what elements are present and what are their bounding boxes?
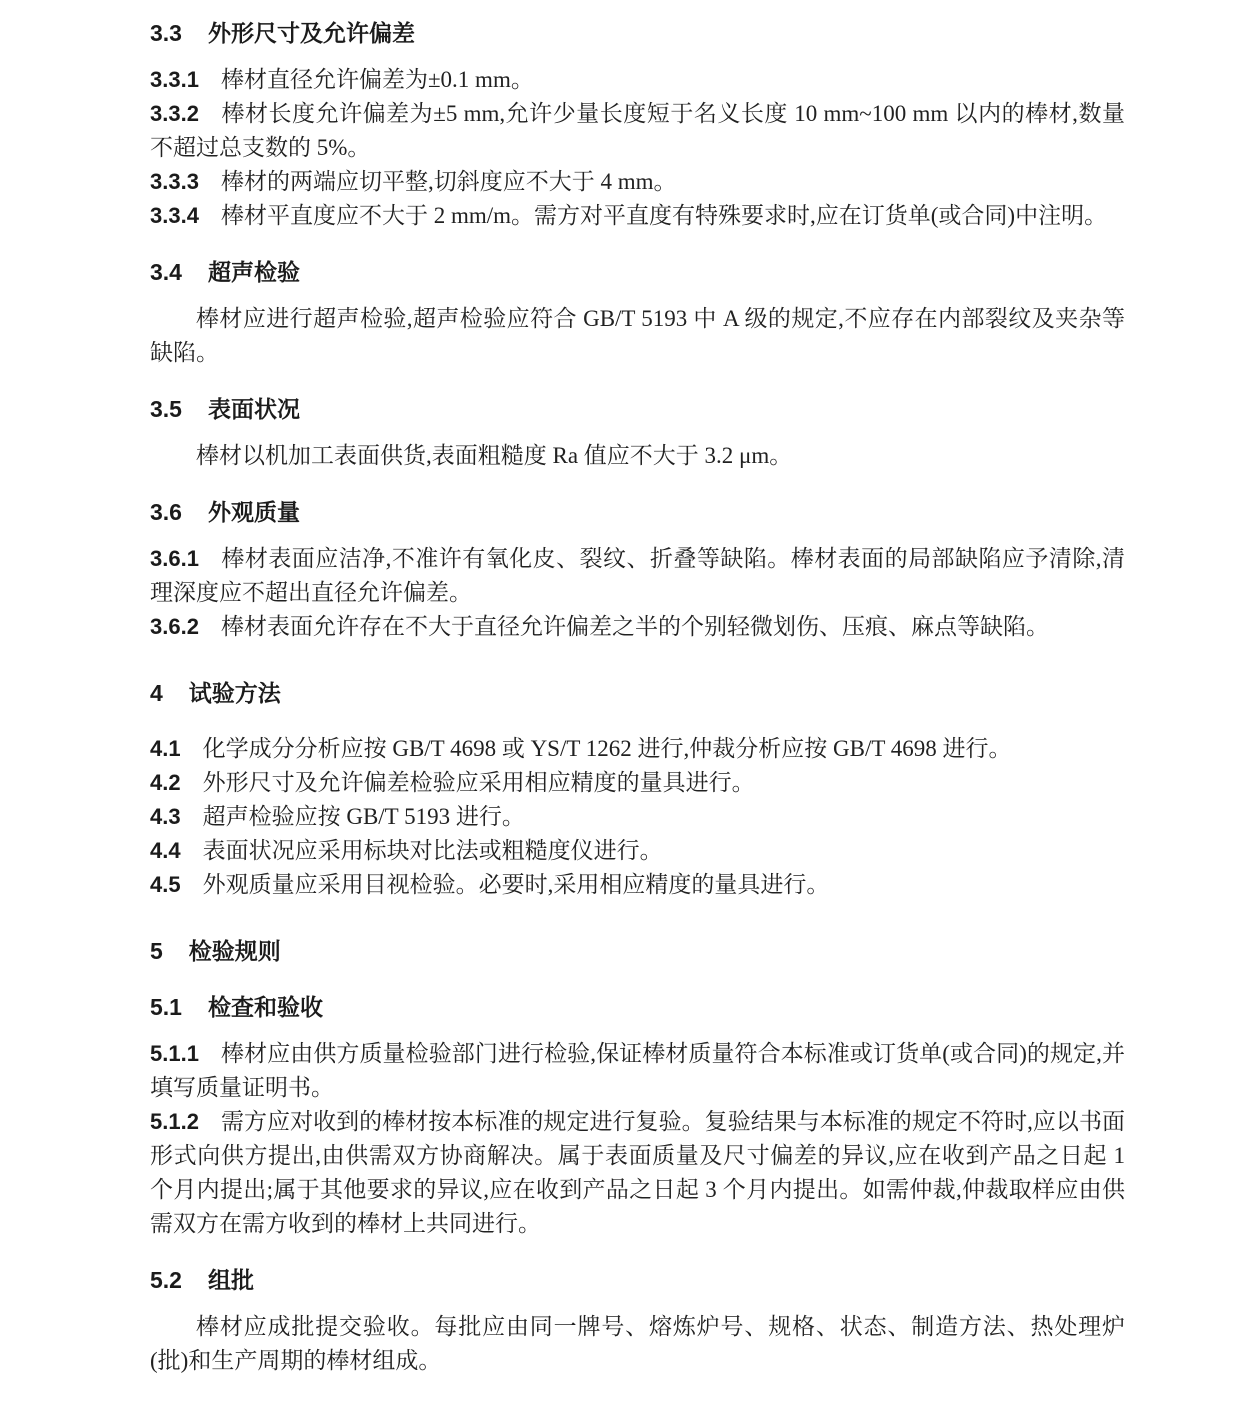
numbered-clause: [150, 542, 1125, 610]
numbered-clause: [150, 165, 1125, 199]
section-number: 5: [150, 938, 163, 964]
clause-text: 棒材的两端应切平整,切斜度应不大于 4 mm。: [220, 169, 677, 194]
clause-number: 4.5: [150, 872, 181, 897]
subsection-heading: [150, 1263, 1125, 1297]
subsection-heading: [150, 16, 1125, 50]
clause-number: 5.1.1: [150, 1041, 199, 1066]
subsection-title: 表面状况: [207, 396, 300, 422]
subsection-heading: [150, 990, 1125, 1024]
clause-number: 5.1.2: [150, 1109, 199, 1134]
clause-number: 3.3.1: [150, 67, 199, 92]
body-paragraph: [150, 302, 1125, 370]
subsection-title: 外观质量: [207, 499, 300, 525]
section-number: 4: [150, 680, 163, 706]
section-heading: [150, 676, 1125, 710]
clause-text: 棒材表面应洁净,不准许有氧化皮、裂纹、折叠等缺陷。棒材表面的局部缺陷应予清除,清理深度应不超出直径允许偏差。: [150, 546, 1125, 605]
subsection-number: 3.6: [150, 499, 182, 525]
clause-text: 需方应对收到的棒材按本标准的规定进行复验。复验结果与本标准的规定不符时,应以书面形式向供方提出,由供需双方协商解决。属于表面质量及尺寸偏差的异议,应在收到产品之日起 1 个月内提出;属于其他要求的异议,应在收到产品之日起 3 个月内提出。如需仲裁,仲裁取样应由供需双方在需方收到的棒材上共同进行。: [150, 1109, 1125, 1236]
subsection-heading: [150, 392, 1125, 426]
subsection-number: 3.4: [150, 259, 182, 285]
clause-text: 棒材长度允许偏差为±5 mm,允许少量长度短于名义长度 10 mm~100 mm 以内的棒材,数量不超过总支数的 5%。: [150, 101, 1125, 160]
clause-number: 3.3.4: [150, 203, 199, 228]
section-title: 试验方法: [188, 680, 281, 706]
clause-text: 表面状况应采用标块对比法或粗糙度仪进行。: [202, 838, 663, 863]
section-heading: [150, 934, 1125, 968]
clause-text: 棒材应由供方质量检验部门进行检验,保证棒材质量符合本标准或订货单(或合同)的规定,并填写质量证明书。: [150, 1041, 1125, 1100]
numbered-clause: [150, 800, 1125, 834]
numbered-clause: [150, 610, 1125, 644]
subsection-number: 3.5: [150, 396, 182, 422]
subsection-heading: [150, 255, 1125, 289]
clause-text: 化学成分分析应按 GB/T 4698 或 YS/T 1262 进行,仲裁分析应按 GB/T 4698 进行。: [202, 736, 1012, 761]
subsection-title: 检查和验收: [207, 994, 323, 1020]
clause-number: 4.3: [150, 804, 181, 829]
numbered-clause: [150, 834, 1125, 868]
subsection-number: 5.2: [150, 1267, 182, 1293]
clause-number: 4.4: [150, 838, 181, 863]
section-title: 检验规则: [188, 938, 281, 964]
paragraph-text: 棒材应进行超声检验,超声检验应符合 GB/T 5193 中 A 级的规定,不应存在内部裂纹及夹杂等缺陷。: [150, 306, 1125, 365]
numbered-clause: [150, 97, 1125, 165]
clause-text: 棒材表面允许存在不大于直径允许偏差之半的个别轻微划伤、压痕、麻点等缺陷。: [220, 614, 1049, 639]
numbered-clause: [150, 732, 1125, 766]
paragraph-text: 棒材以机加工表面供货,表面粗糙度 Ra 值应不大于 3.2 μm。: [196, 443, 793, 468]
clause-text: 超声检验应按 GB/T 5193 进行。: [202, 804, 525, 829]
paragraph-text: 棒材应成批提交验收。每批应由同一牌号、熔炼炉号、规格、状态、制造方法、热处理炉(批)和生产周期的棒材组成。: [150, 1314, 1125, 1373]
numbered-clause: [150, 1105, 1125, 1241]
clause-text: 棒材直径允许偏差为±0.1 mm。: [220, 67, 534, 92]
clause-text: 棒材平直度应不大于 2 mm/m。需方对平直度有特殊要求时,应在订货单(或合同)中注明。: [220, 203, 1108, 228]
body-paragraph: [150, 1310, 1125, 1378]
clause-number: 3.6.1: [150, 546, 199, 571]
clause-number: 3.3.2: [150, 101, 199, 126]
clause-number: 3.3.3: [150, 169, 199, 194]
clause-number: 4.2: [150, 770, 181, 795]
subsection-title: 超声检验: [207, 259, 300, 285]
clause-text: 外形尺寸及允许偏差检验应采用相应精度的量具进行。: [202, 770, 755, 795]
numbered-clause: [150, 766, 1125, 800]
numbered-clause: [150, 63, 1125, 97]
body-paragraph: [150, 439, 1125, 473]
numbered-clause: [150, 199, 1125, 233]
subsection-number: 3.3: [150, 20, 182, 46]
subsection-title: 组批: [207, 1267, 254, 1293]
clause-number: 4.1: [150, 736, 181, 761]
subsection-title: 外形尺寸及允许偏差: [207, 20, 415, 46]
document-content: [150, 16, 1125, 1378]
clause-text: 外观质量应采用目视检验。必要时,采用相应精度的量具进行。: [202, 872, 830, 897]
numbered-clause: [150, 868, 1125, 902]
numbered-clause: [150, 1037, 1125, 1105]
subsection-heading: [150, 495, 1125, 529]
clause-number: 3.6.2: [150, 614, 199, 639]
subsection-number: 5.1: [150, 994, 182, 1020]
